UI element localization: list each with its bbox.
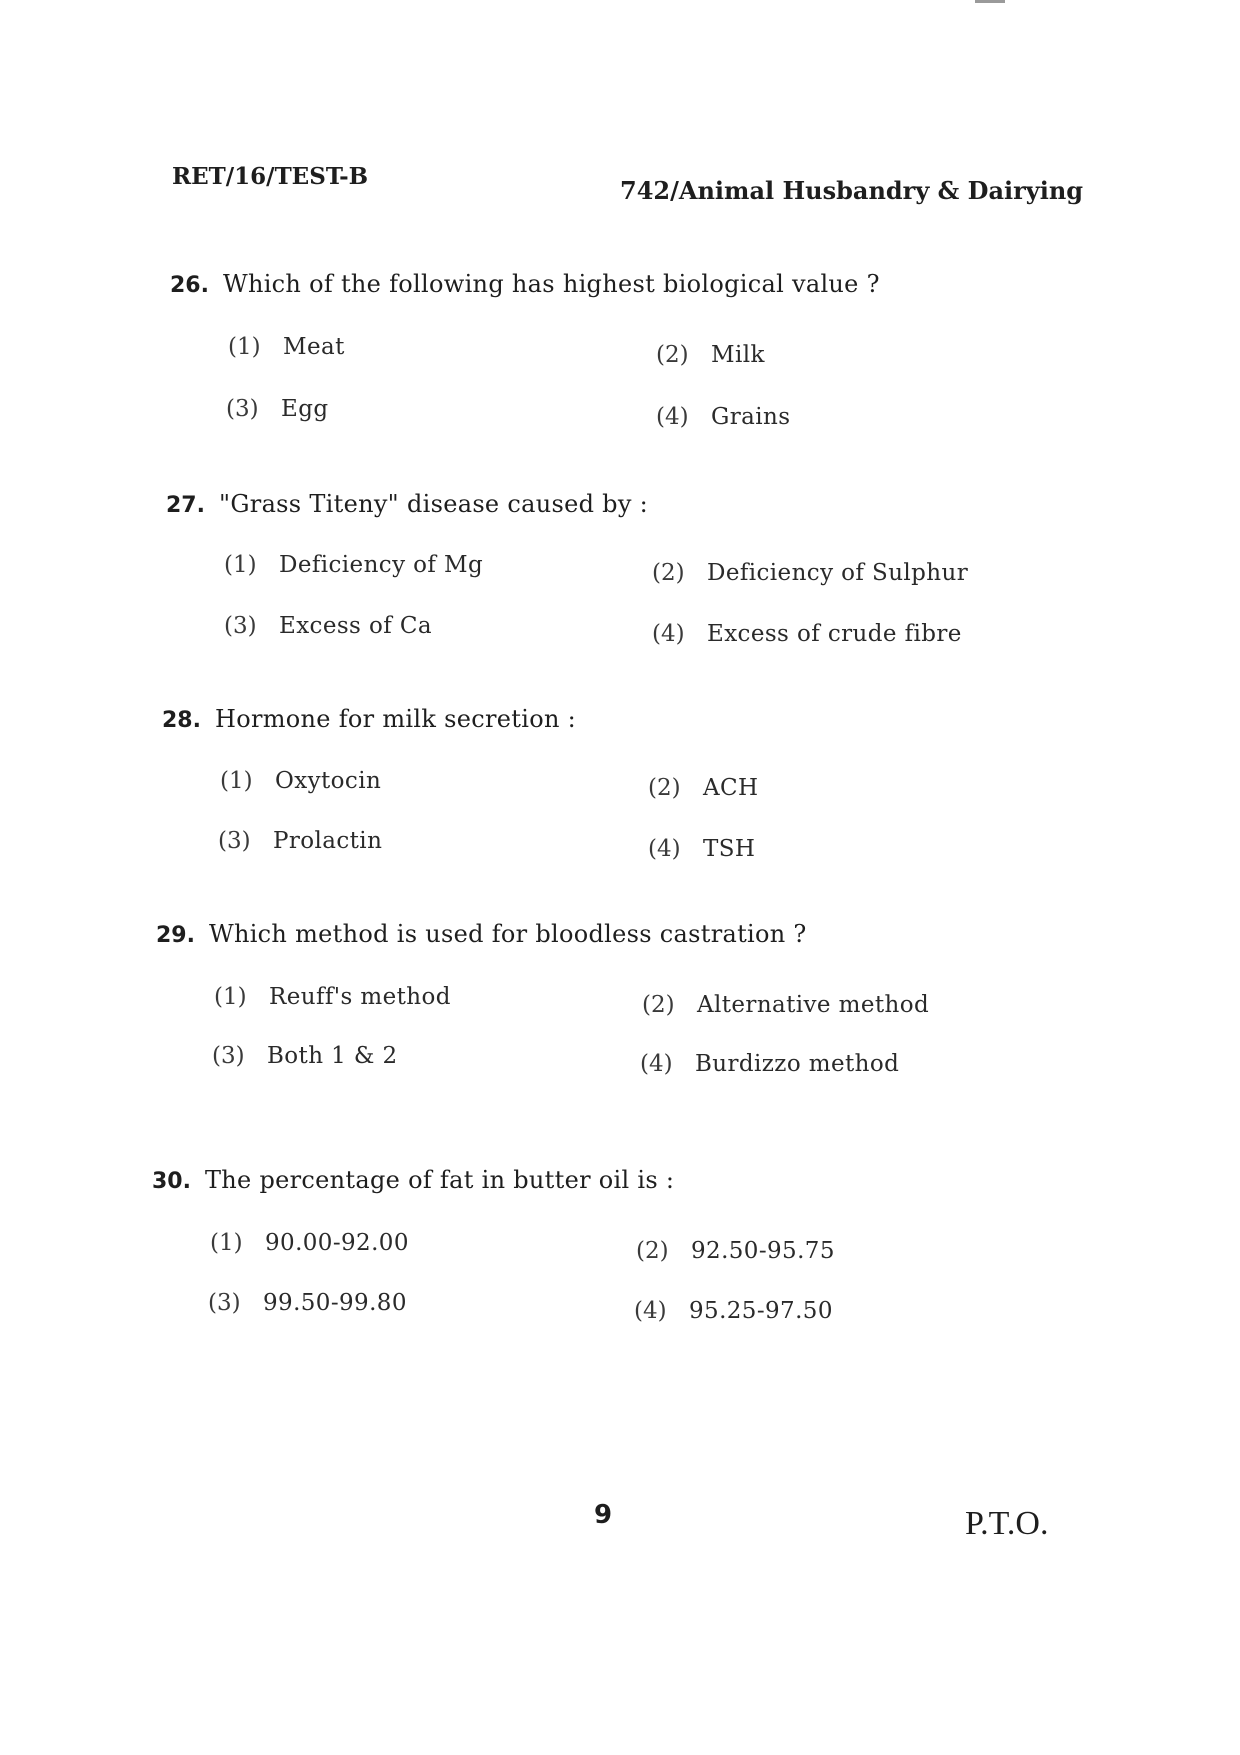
page-number: 9 (594, 1500, 613, 1530)
question-28 (162, 705, 576, 733)
option-30-3: (3) 99.50-99.80 (208, 1290, 407, 1316)
option-30-4: (4) 95.25-97.50 (634, 1298, 833, 1324)
question-number: 27. (166, 493, 205, 518)
option-26-1: (1) Meat (228, 334, 345, 360)
question-number: 29. (156, 923, 195, 948)
question-text: "Grass Titeny" disease caused by : (218, 490, 649, 518)
option-28-2: (2) ACH (648, 775, 759, 801)
question-number: 28. (162, 708, 201, 733)
option-26-3: (3) Egg (226, 396, 329, 422)
option-29-1: (1) Reuff's method (214, 984, 451, 1010)
option-30-2: (2) 92.50-95.75 (636, 1238, 835, 1264)
question-text: Hormone for milk secretion : (214, 705, 577, 733)
option-27-4: (4) Excess of crude fibre (652, 621, 962, 647)
question-26 (170, 270, 880, 298)
question-29 (156, 920, 807, 948)
option-28-3: (3) Prolactin (218, 828, 383, 854)
option-27-1: (1) Deficiency of Mg (224, 552, 484, 578)
option-30-1: (1) 90.00-92.00 (210, 1230, 409, 1256)
subject-title: 742/Animal Husbandry & Dairying (620, 176, 1084, 205)
question-text: Which method is used for bloodless castration ? (208, 920, 807, 948)
option-29-3: (3) Both 1 & 2 (212, 1043, 398, 1069)
option-27-2: (2) Deficiency of Sulphur (652, 560, 969, 586)
question-number: 26. (170, 273, 209, 298)
option-29-4: (4) Burdizzo method (640, 1051, 900, 1077)
option-28-1: (1) Oxytocin (220, 768, 382, 794)
option-26-2: (2) Milk (656, 342, 765, 368)
top-edge-mark (975, 0, 1005, 3)
option-27-3: (3) Excess of Ca (224, 613, 432, 639)
option-29-2: (2) Alternative method (642, 992, 930, 1018)
paper-code: RET/16/TEST-B (172, 163, 369, 190)
question-text: The percentage of fat in butter oil is : (204, 1166, 675, 1194)
question-27 (166, 490, 648, 518)
question-30 (152, 1166, 674, 1194)
question-number: 30. (152, 1169, 191, 1194)
question-text: Which of the following has highest biological value ? (222, 270, 880, 298)
option-28-4: (4) TSH (648, 836, 756, 862)
pto-label: P.T.O. (965, 1505, 1049, 1542)
option-26-4: (4) Grains (656, 404, 791, 430)
